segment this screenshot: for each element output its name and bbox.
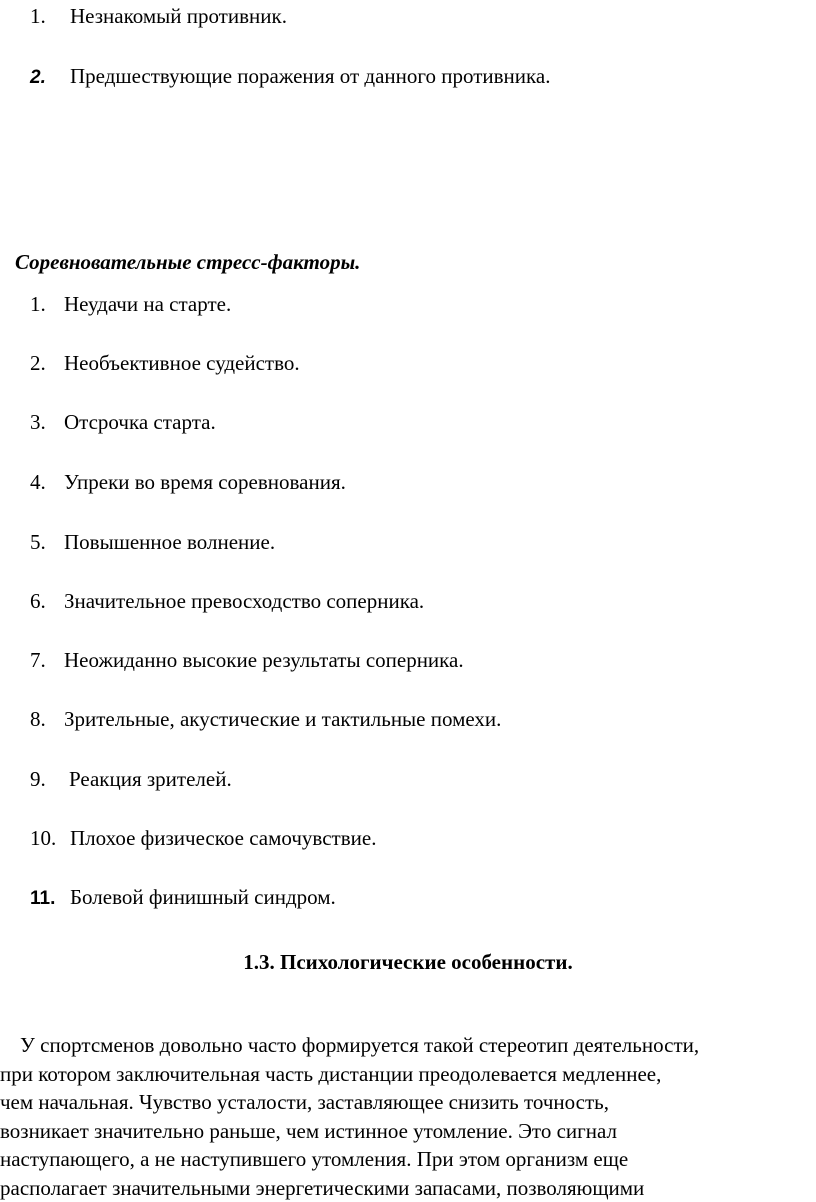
stress-list-item-7 [30, 648, 464, 672]
stress-list-item-6 [30, 589, 424, 613]
list-number: 6. [30, 589, 64, 613]
paragraph-line: располагает значительными энергетическими запасами, позволяющими [0, 1174, 816, 1202]
list-number: 10. [30, 826, 70, 850]
stress-list-item-1 [30, 292, 231, 316]
list-item-text: Неожиданно высокие результаты соперника. [64, 648, 464, 672]
list-number: 2. [30, 66, 70, 90]
list-item-text: Плохое физическое самочувствие. [70, 826, 376, 850]
paragraph-line: наступающего, а не наступившего утомления. При этом организм еще [0, 1145, 816, 1174]
stress-list-item-8 [30, 707, 501, 731]
stress-list-item-3 [30, 410, 216, 434]
list-number: 3. [30, 410, 64, 434]
stress-list-item-10 [30, 826, 376, 850]
paragraph-line: при котором заключительная часть дистанции преодолевается медленнее, [0, 1060, 816, 1089]
stress-list-item-9 [30, 767, 232, 791]
stress-factors-heading: Соревновательные стресс-факторы. [15, 250, 360, 275]
paragraph-line: чем начальная. Чувство усталости, заставляющее снизить точность, [0, 1088, 816, 1117]
list-number: 5. [30, 530, 64, 554]
list-item-text: Значительное превосходство соперника. [64, 589, 424, 613]
list-number: 4. [30, 470, 64, 494]
paragraph-line: У спортсменов довольно часто формируется такой стереотип деятельности, [0, 1031, 816, 1060]
stress-list-item-5 [30, 530, 275, 554]
list-item-text: Отсрочка старта. [64, 410, 216, 434]
list-item-text: Зрительные, акустические и тактильные помехи. [64, 707, 501, 731]
list-number: 11. [30, 887, 70, 911]
list-item-text: Повышенное волнение. [64, 530, 275, 554]
list-item-text: Реакция зрителей. [69, 767, 232, 791]
list-number: 9. [30, 767, 69, 791]
list-item-text: Незнакомый противник. [70, 4, 287, 28]
list-item-text: Неудачи на старте. [64, 292, 231, 316]
list-item-text: Необъективное судейство. [64, 351, 300, 375]
list-number: 1. [30, 4, 70, 28]
list-number: 8. [30, 707, 64, 731]
top-list-item-1 [30, 4, 287, 28]
list-number: 1. [30, 292, 64, 316]
top-list-item-2 [30, 64, 550, 90]
stress-list-item-11 [30, 885, 336, 911]
body-paragraph [0, 1031, 816, 1202]
list-item-text: Болевой финишный синдром. [70, 885, 336, 909]
stress-list-item-2 [30, 351, 300, 375]
paragraph-line: возникает значительно раньше, чем истинное утомление. Это сигнал [0, 1117, 816, 1146]
list-item-text: Предшествующие поражения от данного противника. [70, 64, 550, 88]
list-item-text: Упреки во время соревнования. [64, 470, 346, 494]
section-title: 1.3. Психологические особенности. [0, 950, 816, 975]
list-number: 2. [30, 351, 64, 375]
list-number: 7. [30, 648, 64, 672]
stress-list-item-4 [30, 470, 346, 494]
